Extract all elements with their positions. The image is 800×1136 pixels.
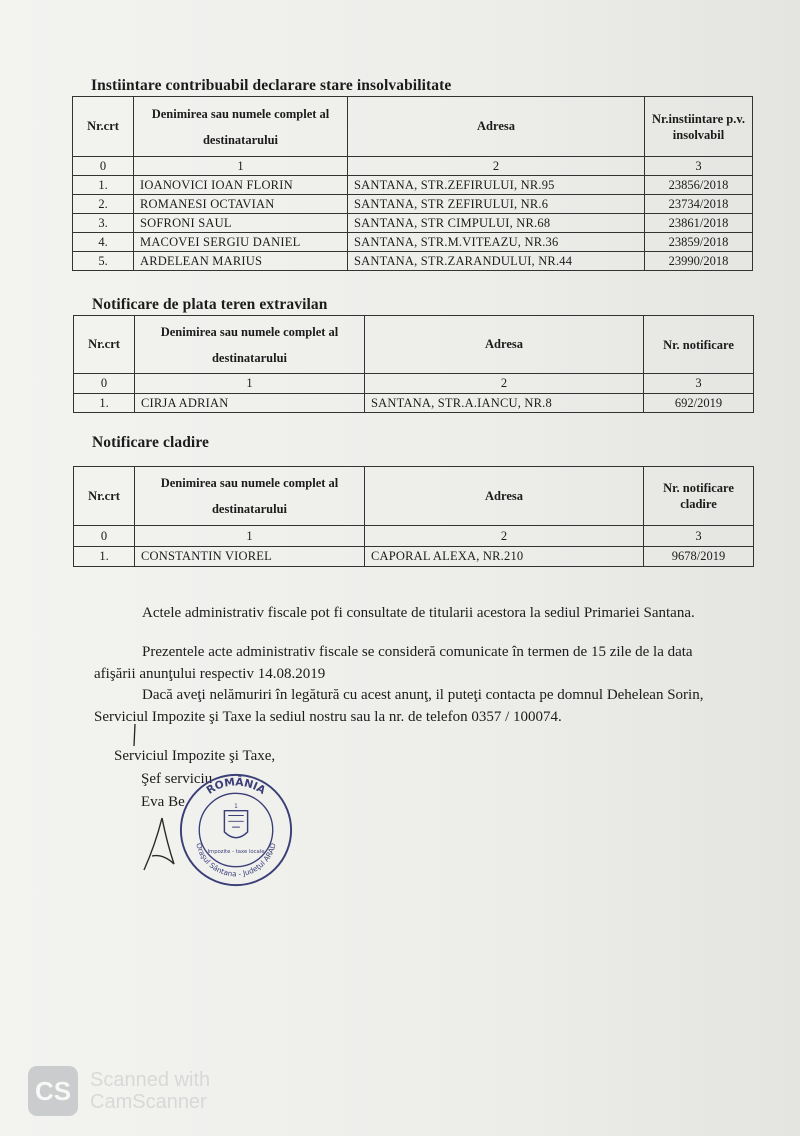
section-title-insolvency: Instiintare contribuabil declarare stare insolvabilitate bbox=[91, 77, 452, 94]
section-title-building: Notificare cladire bbox=[92, 434, 210, 451]
index-cell: 3 bbox=[644, 374, 754, 394]
row-address: SANTANA, STR CIMPULUI, NR.68 bbox=[348, 214, 645, 233]
svg-text:Oraşul Sântana - Judeţul ARAD bbox=[194, 842, 278, 879]
row-address: SANTANA, STR.M.VITEAZU, NR.36 bbox=[348, 233, 645, 252]
row-nr: 1. bbox=[74, 394, 135, 413]
row-nr: 5. bbox=[73, 252, 134, 271]
row-nr: 1. bbox=[74, 547, 135, 567]
building-table bbox=[73, 466, 754, 567]
index-cell: 0 bbox=[74, 526, 135, 547]
index-cell: 0 bbox=[74, 374, 135, 394]
index-cell: 2 bbox=[365, 374, 644, 394]
index-cell: 0 bbox=[73, 157, 134, 176]
header-ref: Nr. notificare bbox=[644, 316, 754, 374]
stamp-inner-text: Impozite - taxe locale bbox=[207, 849, 265, 856]
header-address: Adresa bbox=[365, 316, 644, 374]
camscanner-watermark bbox=[28, 1066, 210, 1116]
row-name: ROMANESI OCTAVIAN bbox=[134, 195, 348, 214]
watermark-line1: Scanned with bbox=[90, 1069, 211, 1091]
header-nr: Nr.crt bbox=[74, 467, 135, 526]
paragraph-contact: Dacă aveţi nelămuriri în legătură cu acest anunţ, il puteţi contacta pe domnul Dehelean Sorin, Serviciul Impozite şi Taxe la sediul nostru sau la nr. de telefon 0357 / 100074. bbox=[94, 687, 704, 725]
row-address: CAPORAL ALEXA, NR.210 bbox=[365, 547, 644, 567]
row-nr: 1. bbox=[73, 176, 134, 195]
header-ref: Nr. notificare cladire bbox=[644, 467, 754, 526]
table-row bbox=[73, 214, 753, 233]
index-cell: 3 bbox=[645, 157, 753, 176]
header-nr: Nr.crt bbox=[73, 97, 134, 157]
table-row bbox=[74, 547, 754, 567]
table-row bbox=[73, 233, 753, 252]
index-cell: 2 bbox=[365, 526, 644, 547]
row-nr: 4. bbox=[73, 233, 134, 252]
row-ref: 692/2019 bbox=[644, 394, 754, 413]
header-name: Denimirea sau numele complet al destinatarului bbox=[135, 467, 365, 526]
row-ref: 23859/2018 bbox=[645, 233, 753, 252]
row-nr: 3. bbox=[73, 214, 134, 233]
index-cell: 2 bbox=[348, 157, 645, 176]
index-cell: 1 bbox=[135, 526, 365, 547]
row-ref: 23861/2018 bbox=[645, 214, 753, 233]
row-ref: 23856/2018 bbox=[645, 176, 753, 195]
index-cell: 1 bbox=[135, 374, 365, 394]
row-name: CONSTANTIN VIOREL bbox=[135, 547, 365, 567]
section-title-land-tax: Notificare de plata teren extravilan bbox=[92, 296, 328, 313]
row-ref: 9678/2019 bbox=[644, 547, 754, 567]
table-row bbox=[73, 252, 753, 271]
row-address: SANTANA, STR.ZEFIRULUI, NR.95 bbox=[348, 176, 645, 195]
stamp-top-text: ROMÂNIA bbox=[203, 775, 269, 797]
header-name: Denimirea sau numele complet al destinatarului bbox=[135, 316, 365, 374]
row-name: SOFRONI SAUL bbox=[134, 214, 348, 233]
header-address: Adresa bbox=[365, 467, 644, 526]
header-nr: Nr.crt bbox=[74, 316, 135, 374]
table-row bbox=[73, 195, 753, 214]
row-nr: 2. bbox=[73, 195, 134, 214]
signature-role: Şef serviciu bbox=[141, 771, 213, 787]
row-name: CIRJA ADRIAN bbox=[135, 394, 365, 413]
header-name: Denimirea sau numele complet al destinatarului bbox=[134, 97, 348, 157]
pen-mark-icon bbox=[130, 722, 140, 748]
paragraph-consult: Actele administrativ fiscale pot fi consultate de titularii acestora la sediul Primariei Santana. bbox=[142, 605, 695, 621]
table-row bbox=[73, 176, 753, 195]
camscanner-logo-icon: CS bbox=[28, 1066, 78, 1116]
row-name: ARDELEAN MARIUS bbox=[134, 252, 348, 271]
row-name: IOANOVICI IOAN FLORIN bbox=[134, 176, 348, 195]
insolvency-table bbox=[72, 96, 753, 271]
stamp-ring-text: Oraşul Sântana - Judeţul ARAD bbox=[194, 842, 278, 879]
row-address: SANTANA, STR ZEFIRULUI, NR.6 bbox=[348, 195, 645, 214]
index-cell: 1 bbox=[134, 157, 348, 176]
signature-department: Serviciul Impozite şi Taxe, bbox=[114, 748, 276, 764]
row-ref: 23990/2018 bbox=[645, 252, 753, 271]
row-address: SANTANA, STR.ZARANDULUI, NR.44 bbox=[348, 252, 645, 271]
row-ref: 23734/2018 bbox=[645, 195, 753, 214]
paragraph-communication: Prezentele acte administrativ fiscale se consideră comunicate în termen de 15 zile de la data afişării anunţului respectiv 14.08.2019 bbox=[94, 644, 693, 682]
signature-name: Eva Be bbox=[141, 794, 185, 810]
stamp-number: 1 bbox=[234, 803, 238, 810]
watermark-line2: CamScanner bbox=[90, 1091, 207, 1113]
index-cell: 3 bbox=[644, 526, 754, 547]
official-stamp-icon bbox=[178, 772, 294, 888]
table-row bbox=[74, 394, 754, 413]
land-tax-table bbox=[73, 315, 754, 413]
header-ref: Nr.instiintare p.v. insolvabil bbox=[645, 97, 753, 157]
row-name: MACOVEI SERGIU DANIEL bbox=[134, 233, 348, 252]
row-address: SANTANA, STR.A.IANCU, NR.8 bbox=[365, 394, 644, 413]
header-address: Adresa bbox=[348, 97, 645, 157]
